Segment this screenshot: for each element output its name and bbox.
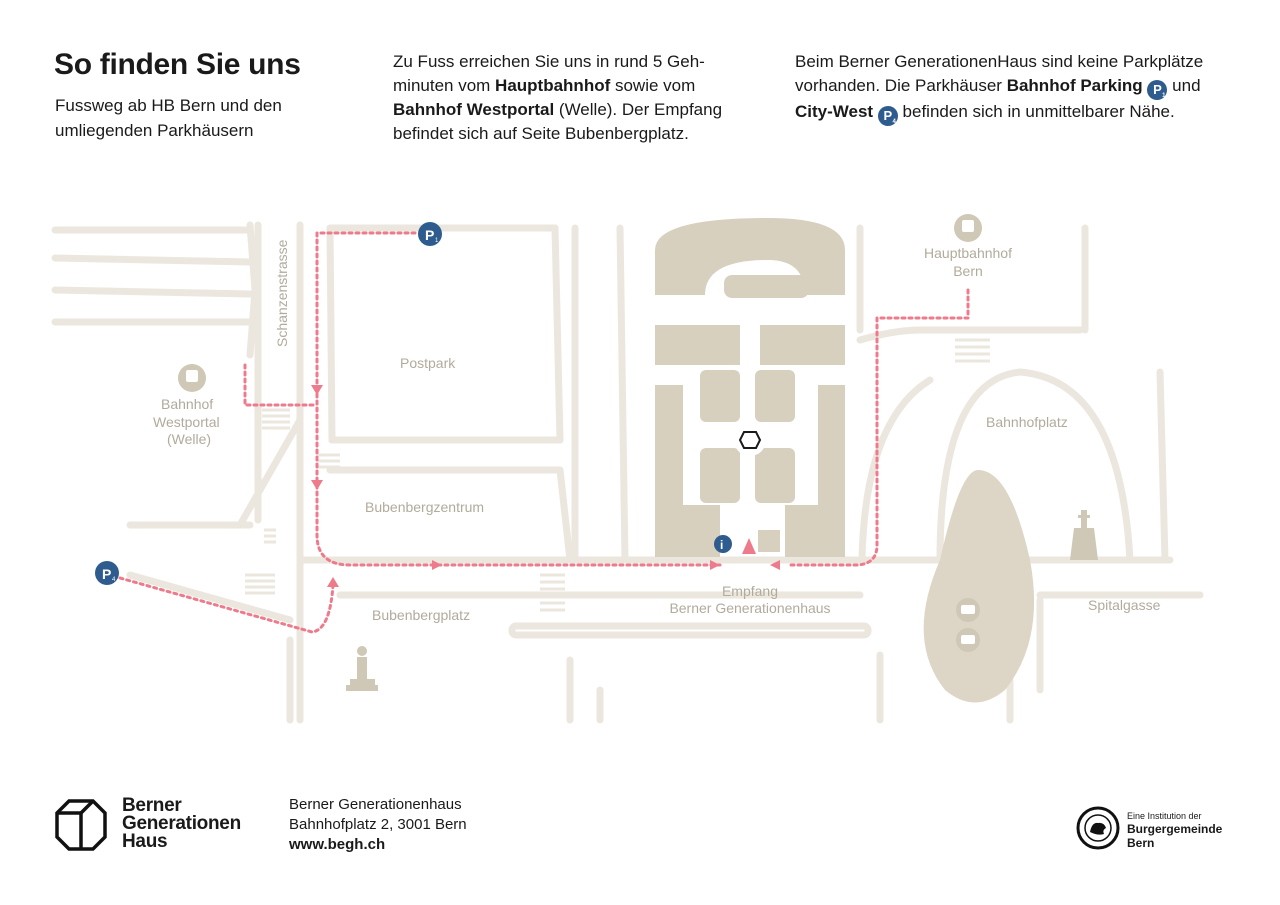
institution-city: Bern xyxy=(1127,836,1155,850)
label-bern: Bern xyxy=(953,263,983,279)
label-schanzenstrasse: Schanzenstrasse xyxy=(274,239,290,347)
info-marker xyxy=(714,535,732,553)
generationenhaus-building xyxy=(655,218,845,557)
page-subtitle: Fussweg ab HB Bern und den umliegenden Parkhäusern xyxy=(55,96,282,140)
address-name: Berner Generationenhaus xyxy=(289,796,462,813)
label-spitalgasse: Spitalgasse xyxy=(1088,597,1161,613)
parking-icon: P 1 xyxy=(1147,80,1167,100)
label-bubenbergplatz: Bubenbergplatz xyxy=(372,607,471,623)
brand-line: Haus xyxy=(122,831,168,852)
train-icon xyxy=(186,370,198,382)
parking-paragraph xyxy=(795,50,1215,126)
burgergemeinde-seal-icon xyxy=(1076,806,1120,850)
label-bahnhofplatz: Bahnhofplatz xyxy=(986,414,1068,430)
label-postpark: Postpark xyxy=(400,355,456,371)
monument-statue-icon xyxy=(346,646,378,691)
street-network xyxy=(55,225,1200,720)
train-icon xyxy=(962,220,974,232)
label-bubenbergzentrum: Bubenbergzentrum xyxy=(365,499,485,515)
parking-marker-number: 4 xyxy=(112,577,116,583)
label-westportal-line1: Bahnhof xyxy=(161,396,214,412)
parking-bahnhof-parking: Bahnhof Parking xyxy=(1006,76,1143,95)
intro-westportal: Bahnhof Westportal xyxy=(393,100,555,119)
institution-small-text: Eine Institution der xyxy=(1127,811,1202,821)
parking-marker-letter: P xyxy=(102,566,112,582)
church-icon xyxy=(1070,510,1098,560)
brand-logo-icon xyxy=(54,798,108,852)
intro-text-2: sowie vom xyxy=(610,76,696,95)
building-logo-marker xyxy=(734,424,766,456)
footer-address xyxy=(289,795,467,855)
institution-label xyxy=(1127,810,1222,851)
label-westportal-line2: Westportal xyxy=(153,414,220,430)
website-link[interactable]: www.begh.ch xyxy=(289,836,386,853)
label-empfang: Empfang xyxy=(721,583,779,599)
intro-text-1: Zu Fuss erreichen Sie uns in rund 5 Geh-minuten vom xyxy=(393,52,705,95)
parking-city-west: City-West xyxy=(795,102,874,121)
address-street: Bahnhofplatz 2, 3001 Bern xyxy=(289,816,467,833)
parking-marker-letter: P xyxy=(425,227,435,243)
info-icon: i xyxy=(720,538,724,552)
location-map xyxy=(0,200,1280,730)
parking-text-2: und xyxy=(1167,76,1201,95)
page-title: So finden Sie uns xyxy=(54,48,301,81)
brand-wordmark xyxy=(122,797,241,851)
parking-marker-p1 xyxy=(418,222,442,246)
label-generationenhaus: Berner Generationenhaus xyxy=(669,600,831,616)
intro-paragraph xyxy=(393,50,753,146)
parking-text-1: Beim Berner GenerationenHaus sind keine Parkplätze vorhanden. Die Parkhäuser xyxy=(795,52,1204,95)
parking-marker-number: 1 xyxy=(435,238,439,244)
intro-text-3: (Welle). Der Empfang befindet sich auf Seite Bubenbergplatz. xyxy=(393,100,723,143)
parking-text-3: befinden sich in unmittelbarer Nähe. xyxy=(897,102,1175,121)
label-hauptbahnhof: Hauptbahnhof xyxy=(924,245,1012,261)
institution-name: Burgergemeinde xyxy=(1127,822,1223,836)
brand-line: Berner xyxy=(122,795,182,816)
brand-line: Generationen xyxy=(122,813,241,834)
parking-marker-p4 xyxy=(95,561,119,585)
label-westportal-line3: (Welle) xyxy=(167,431,212,447)
parking-icon: P 4 xyxy=(878,106,898,126)
intro-hauptbahnhof: Hauptbahnhof xyxy=(495,76,611,95)
